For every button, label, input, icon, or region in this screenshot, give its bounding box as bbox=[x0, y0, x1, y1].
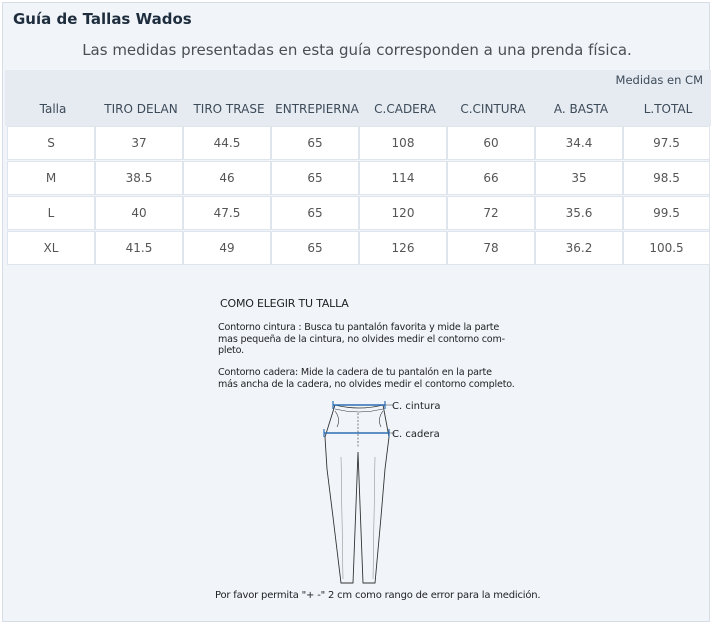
table-cell: M bbox=[7, 161, 95, 195]
table-cell: 65 bbox=[271, 231, 359, 265]
how-to-measure-guide bbox=[213, 291, 541, 611]
guide-title: COMO ELEGIR TU TALLA bbox=[220, 297, 349, 310]
header-l-total: L.TOTAL bbox=[643, 102, 693, 116]
waist-instructions-line-3: pleto. bbox=[218, 345, 244, 356]
table-header bbox=[5, 70, 711, 126]
hip-instructions-line-2: más ancha de la cadera, no olvides medir el contorno completo. bbox=[218, 378, 515, 390]
table-cell: 97.5 bbox=[623, 126, 710, 160]
table-cell: 37 bbox=[95, 126, 183, 160]
size-table bbox=[7, 126, 711, 266]
page-title: Guía de Tallas Wados bbox=[13, 10, 192, 28]
units-label: Medidas en CM bbox=[615, 73, 703, 87]
hip-instructions-line-1: Contorno cadera: Mide la cadera de tu pantalón en la parte bbox=[218, 367, 492, 378]
table-cell: 72 bbox=[447, 196, 535, 230]
table-cell: 35 bbox=[535, 161, 623, 195]
header-tiro-trase: TIRO TRASE bbox=[193, 102, 265, 116]
header-a-basta: A. BASTA bbox=[553, 102, 609, 116]
table-cell: 98.5 bbox=[623, 161, 710, 195]
table-cell: 35.6 bbox=[535, 196, 623, 230]
waist-instructions-line-1: Contorno cintura : Busca tu pantalón favorita y mide la parte bbox=[218, 322, 500, 333]
table-cell: S bbox=[7, 126, 95, 160]
header-c-cintura: C.CINTURA bbox=[460, 102, 526, 116]
table-cell: 49 bbox=[183, 231, 271, 265]
table-cell: 114 bbox=[359, 161, 447, 195]
table-cell: 100.5 bbox=[623, 231, 710, 265]
table-cell: 65 bbox=[271, 126, 359, 160]
table-row bbox=[7, 161, 711, 196]
measurement-tolerance-note: Por favor permita "+ -" 2 cm como rango de error para la medición. bbox=[215, 590, 541, 601]
waist-instructions-line-2: mas pequeña de la cintura, no olvides medir el contorno com- bbox=[218, 333, 505, 345]
table-cell: 36.2 bbox=[535, 231, 623, 265]
page-subtitle: Las medidas presentadas en esta guía corresponden a una prenda física. bbox=[82, 41, 632, 59]
table-cell: 65 bbox=[271, 161, 359, 195]
table-cell: 99.5 bbox=[623, 196, 710, 230]
table-cell: 60 bbox=[447, 126, 535, 160]
table-row bbox=[7, 196, 711, 231]
hip-measure-line bbox=[324, 429, 395, 437]
table-row bbox=[7, 231, 711, 266]
table-cell: 66 bbox=[447, 161, 535, 195]
table-cell: 78 bbox=[447, 231, 535, 265]
hip-label: C. cadera bbox=[392, 429, 440, 440]
table-cell: 120 bbox=[359, 196, 447, 230]
table-cell: 41.5 bbox=[95, 231, 183, 265]
table-cell: 126 bbox=[359, 231, 447, 265]
table-cell: 40 bbox=[95, 196, 183, 230]
table-cell: 46 bbox=[183, 161, 271, 195]
header-c-cadera: C.CADERA bbox=[374, 102, 436, 116]
table-cell: 108 bbox=[359, 126, 447, 160]
table-cell: 44.5 bbox=[183, 126, 271, 160]
table-cell: 47.5 bbox=[183, 196, 271, 230]
size-guide-panel bbox=[2, 2, 710, 622]
header-talla: Talla bbox=[39, 102, 67, 116]
table-cell: L bbox=[7, 196, 95, 230]
table-cell: 34.4 bbox=[535, 126, 623, 160]
table-cell: XL bbox=[7, 231, 95, 265]
trousers-illustration bbox=[313, 397, 403, 587]
table-row bbox=[7, 126, 711, 161]
header-entrepierna: ENTREPIERNA bbox=[275, 102, 359, 116]
waist-label: C. cintura bbox=[392, 401, 441, 412]
header-tiro-delan: TIRO DELAN bbox=[104, 102, 178, 116]
table-cell: 65 bbox=[271, 196, 359, 230]
table-cell: 38.5 bbox=[95, 161, 183, 195]
